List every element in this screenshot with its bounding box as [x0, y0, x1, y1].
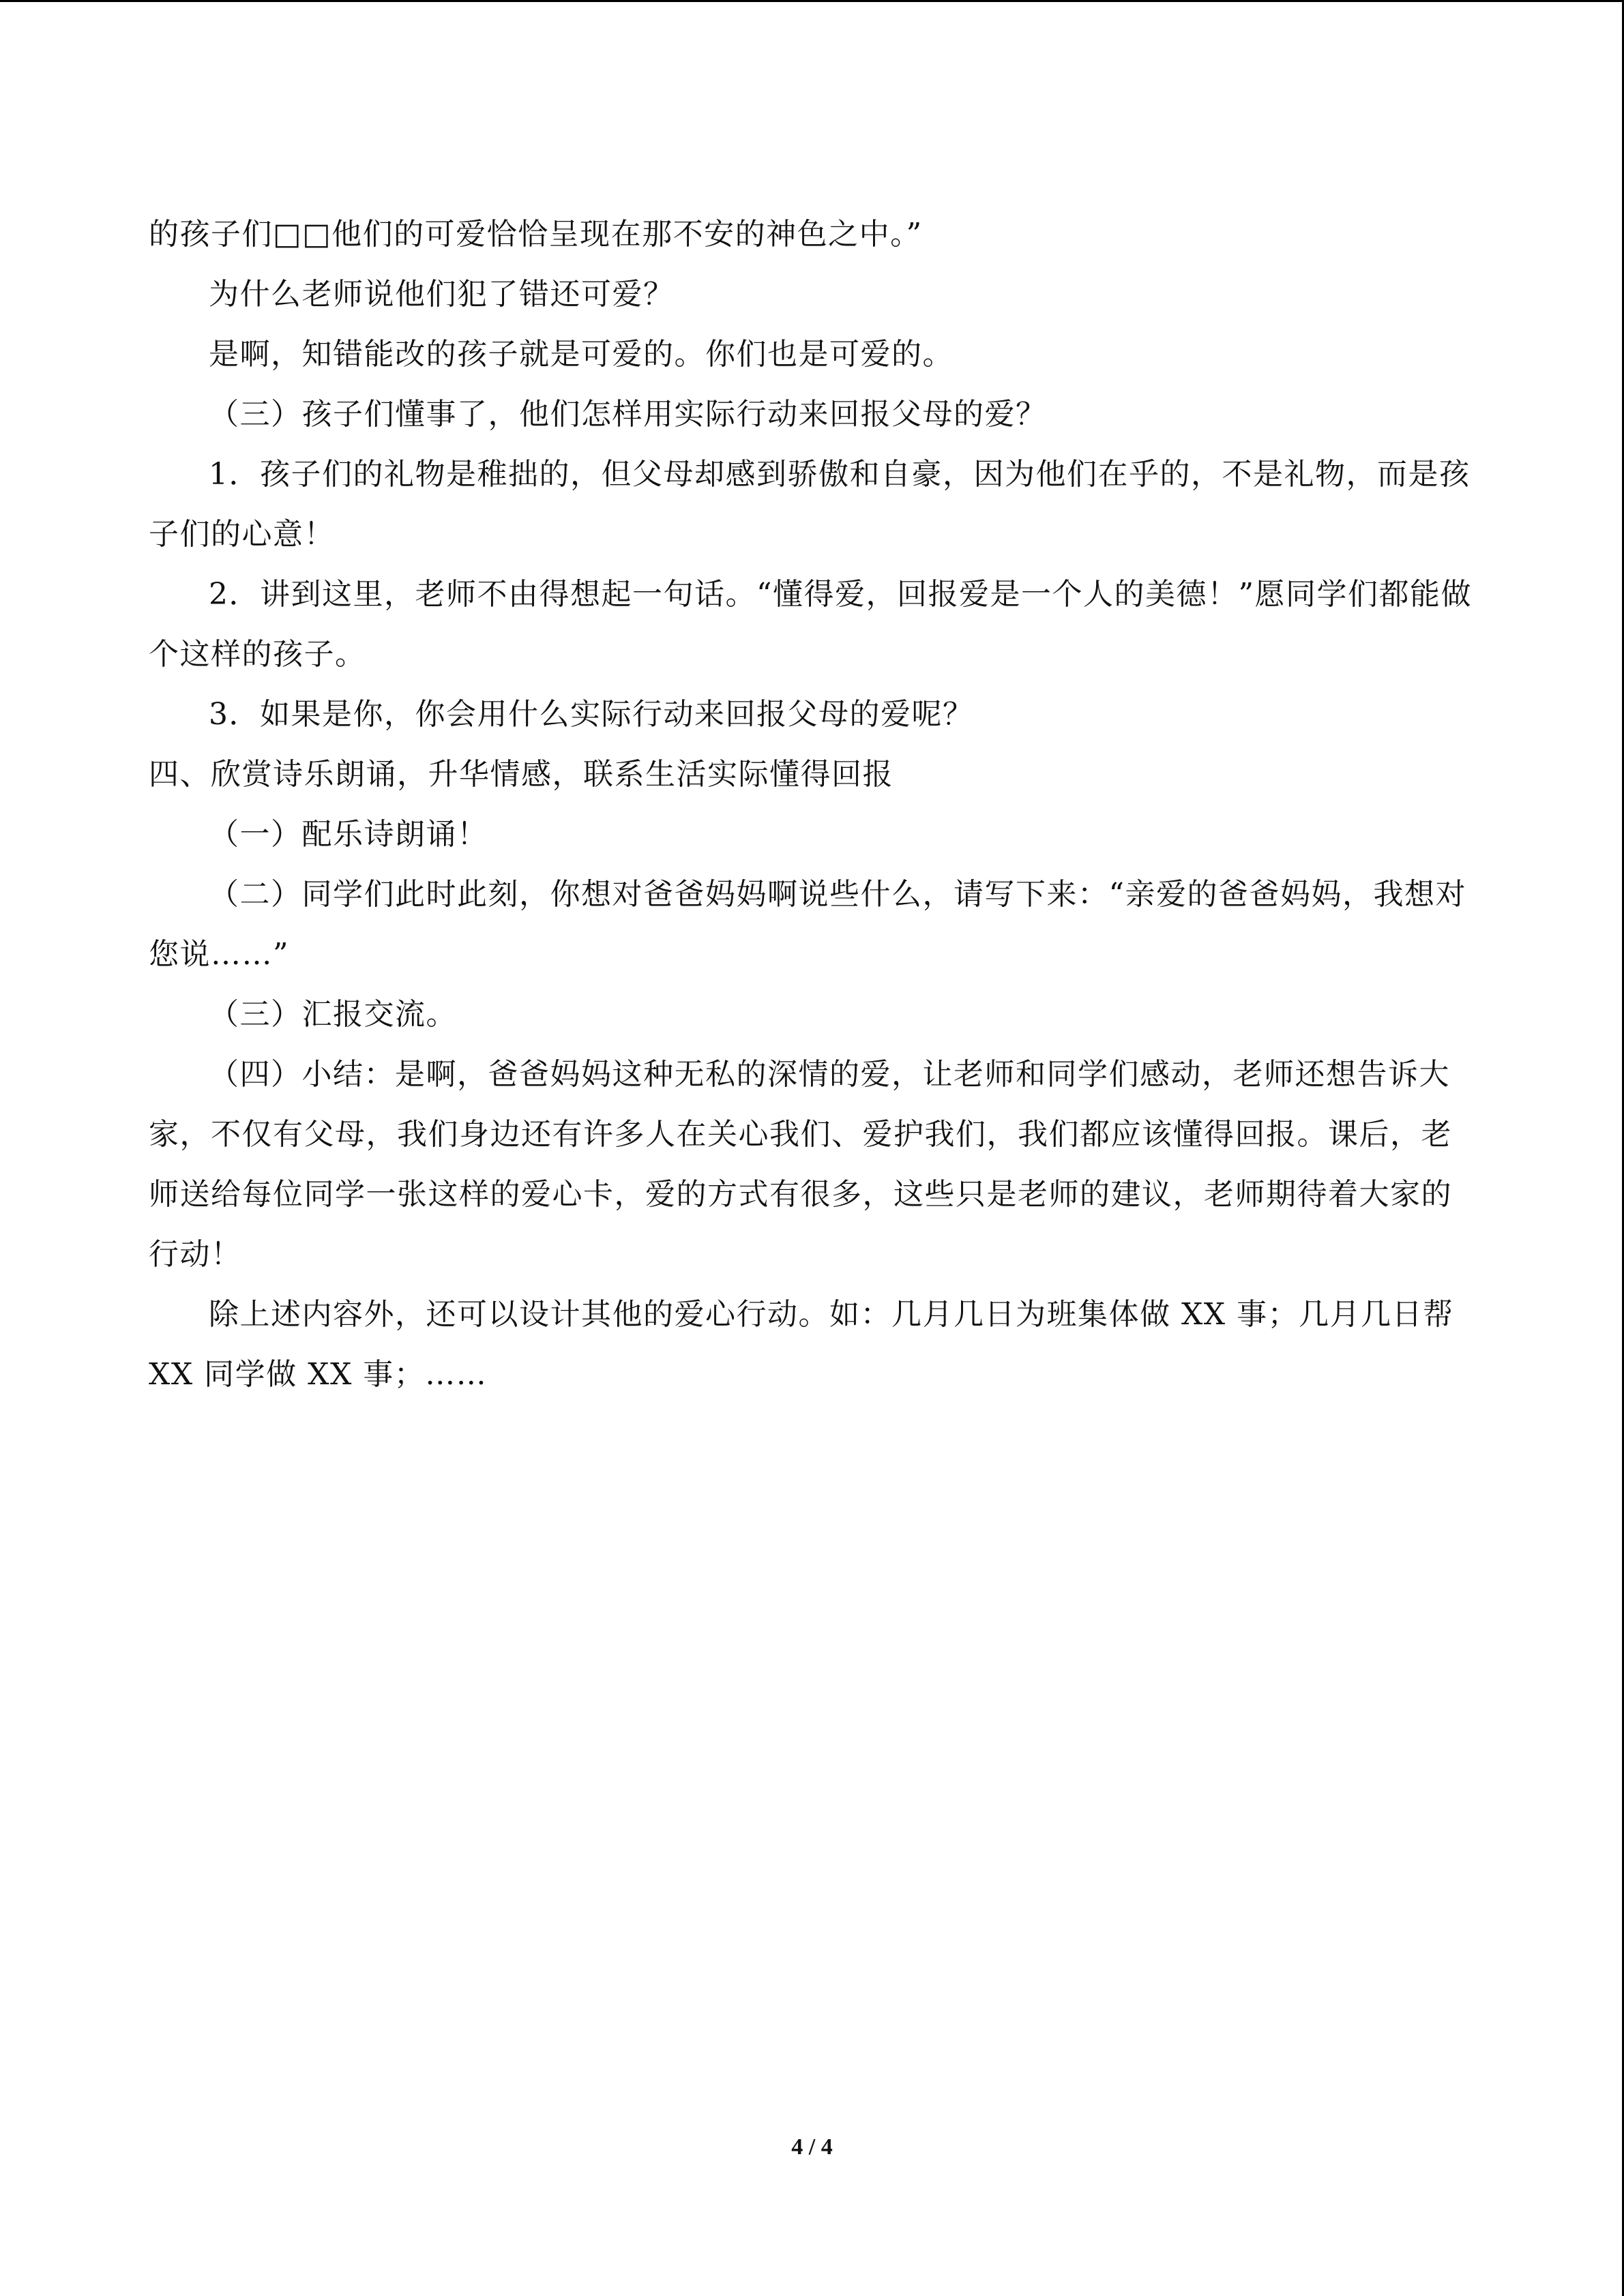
paragraph-13: 除上述内容外，还可以设计其他的爱心行动。如：几月几日为班集体做 XX 事；几月几日帮 XX 同学做 XX 事；……	[149, 1297, 1465, 1392]
paragraph-10: （二）同学们此时此刻，你想对爸爸妈妈啊说些什么，请写下来：“亲爱的爸爸妈妈，我想对您说……”	[149, 877, 1466, 972]
section-heading-4: 四、欣赏诗乐朗诵，升华情感，联系生活实际懂得回报	[149, 757, 894, 792]
paragraph-1: 的孩子们□□他们的可爱恰恰呈现在那不安的神色之中。”	[149, 217, 923, 252]
page-top-border	[0, 0, 1624, 2]
document-body	[149, 205, 1475, 1405]
paragraph-4: （三）孩子们懂事了，他们怎样用实际行动来回报父母的爱？	[209, 397, 1047, 432]
paragraph-6: 2．讲到这里，老师不由得想起一句话。“懂得爱，回报爱是一个人的美德！”愿同学们都能做个这样的孩子。	[149, 577, 1472, 672]
paragraph-12: （四）小结：是啊，爸爸妈妈这种无私的深情的爱，让老师和同学们感动，老师还想告诉大家，不仅有父母，我们身边还有许多人在关心我们、爱护我们，我们都应该懂得回报。课后，老师送给每位同学一张这样的爱心卡，爱的方式有很多，这些只是老师的建议，老师期待着大家的行动！	[149, 1057, 1452, 1272]
paragraph-11: （三）汇报交流。	[209, 997, 457, 1032]
paragraph-7: 3．如果是你，你会用什么实际行动来回报父母的爱呢？	[209, 697, 974, 732]
page-number: 4 / 4	[791, 2134, 833, 2160]
paragraph-5: 1．孩子们的礼物是稚拙的，但父母却感到骄傲和自豪，因为他们在乎的，不是礼物，而是孩子们的心意！	[149, 457, 1471, 552]
paragraph-9: （一）配乐诗朗诵！	[209, 817, 488, 852]
paragraph-2: 为什么老师说他们犯了错还可爱？	[209, 277, 675, 312]
paragraph-3: 是啊，知错能改的孩子就是可爱的。你们也是可爱的。	[209, 337, 954, 372]
